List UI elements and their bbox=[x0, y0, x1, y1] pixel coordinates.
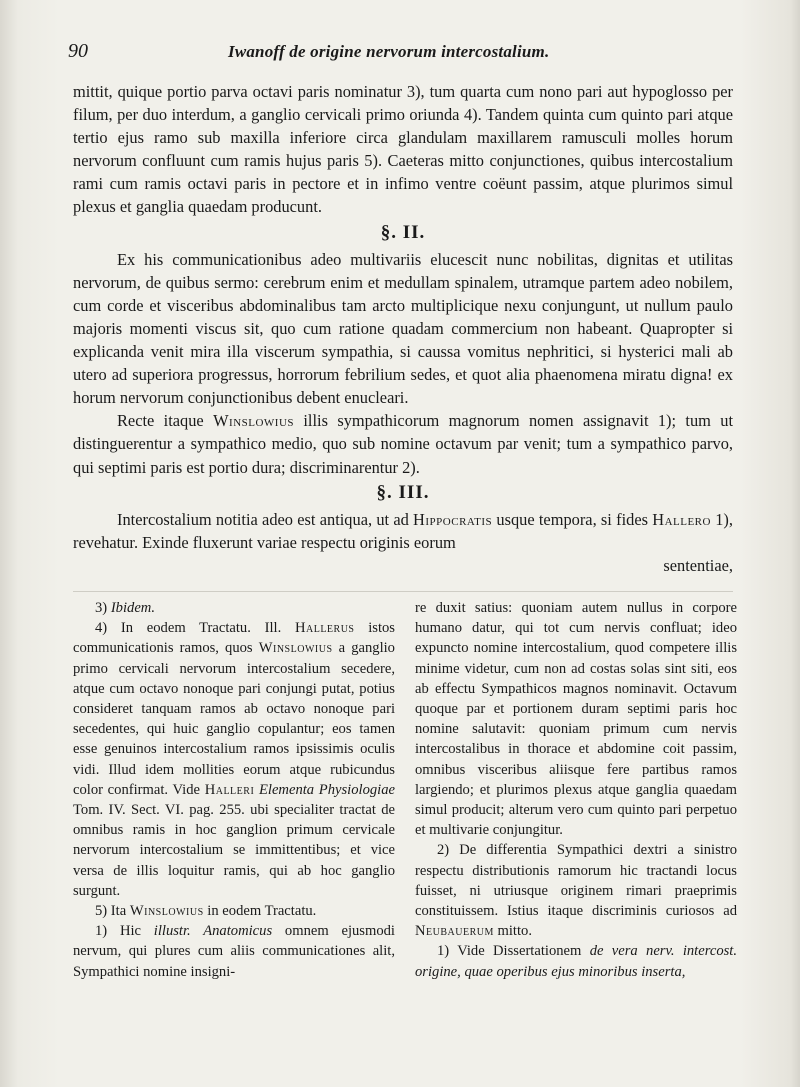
footnote-1-a: 1) Hic bbox=[95, 923, 154, 940]
page-number: 90 bbox=[68, 40, 88, 62]
footnote-1-italic: illustr. Anatomicus bbox=[153, 923, 273, 940]
paragraph-3 bbox=[73, 409, 733, 478]
footnote-1r-a: 1) Vide Dissertationem bbox=[437, 943, 590, 960]
footnote-4-title: Elementa Physiologiae bbox=[254, 781, 395, 798]
footnote-divider bbox=[73, 591, 733, 592]
paragraph-3-start: Recte itaque bbox=[117, 411, 214, 431]
author-name-hippocratis: Hippocratis bbox=[413, 509, 493, 529]
paragraph-4-b: usque tempora, si fides bbox=[492, 509, 653, 529]
section-heading-2: §. II. bbox=[380, 221, 426, 243]
footnote-3 bbox=[73, 598, 395, 618]
footnote-2 bbox=[415, 840, 737, 941]
footnote-5-b: in eodem Tractatu. bbox=[203, 903, 317, 920]
footnote-4-name-halleri: Halleri bbox=[204, 781, 255, 798]
footnote-2-name: Neubauerum bbox=[415, 923, 494, 940]
author-name-winslowius: Winslowius bbox=[213, 411, 295, 431]
section-heading-3: §. III. bbox=[376, 481, 430, 503]
footnote-2-b: mitto. bbox=[493, 923, 532, 940]
author-name-hallero: Hallero bbox=[652, 509, 711, 529]
footnote-4-name-hallerus: Hallerus bbox=[294, 620, 355, 637]
footnote-4-c: a ganglio primo cervicali nervorum intercostalium secedere, atque cum octavo nonoque pari conjungi putat, potius consideret tanquam ramos ab octavo nonoque pari secedentes, qui huic ganglio copulantur; eos tamen esse genuinos intercostalium ramos ipsissimis oculis vidi. Illud idem mollities eorum atque rubicundus color confirmat. Vide bbox=[73, 640, 395, 798]
running-head: Iwanoff de origine nervorum intercostalium. bbox=[228, 42, 550, 61]
paragraph-4 bbox=[73, 508, 733, 554]
footnote-1-right bbox=[415, 941, 737, 981]
footnote-1-b: omnem ejusmodi nervum, qui plures cum aliis communicationes alit, Sympathici nomine insigni- bbox=[73, 923, 395, 980]
paragraph-2: Ex his communicationibus adeo multivariis elucescit nunc nobilitas, dignitas et utilitas nervorum, de quibus sermo: cerebrum enim et medullam spinalem, utramque partem adeo nobilem, cum corde et visceribus abdominalibus tam arcto multiplicique nexu conjungunt, ut nullum paulo majoris momenti viscus sit, quo cum ratione quadam commercium non habeant. Quapropter si explicanda venit mira illa viscerum sympathia, si caussa vomitus nephritici, si hysterici mali ab utero ad superiora progressus, horrorum febrilium sedes, et quot alia phaenomena miratu digna! ex horum nervorum conjunctionibus debent enucleari. bbox=[73, 249, 733, 408]
footnote-1-left bbox=[73, 921, 395, 982]
paragraph-4-a: Intercostalium notitia adeo est antiqua, ut ad bbox=[117, 509, 414, 529]
paragraph-1: mittit, quique portio parva octavi paris nominatur 3), tum quarta cum nono pari aut hypoglosso per filum, per duo interdum, a ganglio cervicali primo oriunda 4). Tandem quinta cum quinto pari atque tertio ejus ramo sub maxilla inferiore circa glandulam maxillarem ramusculi molles horum nervorum confluunt cum ramis hujus paris 5). Caeteras mitto conjunctiones, quibus intercostalium rami cum ramis octavi paris in pectore et in infimo ventre coëunt passim, atque plurimos simul plexus et ganglia quaedam producunt. bbox=[73, 82, 733, 217]
main-text bbox=[73, 80, 733, 577]
page-header bbox=[68, 40, 728, 66]
footnote-2-a: 2) De differentia Sympathici dextri a sinistro respectu distributionis ramorum hic tractandi locus fuisset, ni utriusque originem rimari praeprimis constituissem. Istius itaque discriminis curiosos ad bbox=[415, 842, 737, 920]
paragraph-3-end: illis sympathicorum magnorum nomen assignavit 1); tum ut distinguerentur a sympathico medio, quo sub nomine octavum par venit; tum a sympathico parvo, qui septimi paris est portio dura; discriminarentur 2). bbox=[73, 411, 733, 477]
footnote-3-text: Ibidem. bbox=[110, 600, 155, 616]
footnote-4-d: Tom. IV. Sect. VI. pag. 255. ubi specialiter tractat de omnibus ramis in hoc ganglion primum cervicale nervorum intercostalium se immittentibus; et vice versa de illis loquitur ramis, qui ab hoc ganglio surgunt. bbox=[73, 802, 395, 899]
footnote-4-b: istos communicationis ramos, quos bbox=[73, 620, 395, 657]
footnote-5-name: Winslowius bbox=[129, 903, 204, 920]
footnote-1-continued: re duxit satius: quoniam autem nullus in corpore humano datur, qui tot cum nervis confluat; ideo expuncto nomine intercostalium, quod competere illis minime videtur, cum non ad costas solas sint siti, eos ab effectu Sympathicos magnos nominavit. Octavum quoque par et portionem duram septimi paris hoc nomine salutavit: quoniam primum cum nervis intercostalibus in thorace et abdomine coit passim, omnibus visceribus aliisque fere partibus ramos largiendo; et plurimos plexus atque ganglia quaedam simul producit; alterum vero cum quinto pari perpetuo et multivarie conjungitur. bbox=[415, 600, 737, 839]
footnote-4 bbox=[73, 618, 395, 901]
footnotes-left-column bbox=[73, 598, 395, 982]
footnote-5-a: 5) Ita bbox=[95, 903, 130, 920]
footnotes bbox=[73, 598, 737, 982]
footnote-4-name-winslowius: Winslowius bbox=[258, 640, 333, 657]
footnotes-right-column bbox=[415, 598, 737, 982]
footnote-5 bbox=[73, 901, 395, 921]
paragraph-4-c: 1), revehatur. Exinde fluxerunt variae respectu originis eorum bbox=[73, 509, 733, 552]
paragraph-4-last-word: sententiae, bbox=[663, 555, 733, 575]
footnote-4-a: 4) In eodem Tractatu. Ill. bbox=[95, 620, 295, 637]
footnote-3-number: 3) bbox=[95, 600, 111, 616]
footnote-1r-italic: de vera nerv. intercost. origine, quae operibus ejus minoribus inserta, bbox=[415, 943, 738, 980]
